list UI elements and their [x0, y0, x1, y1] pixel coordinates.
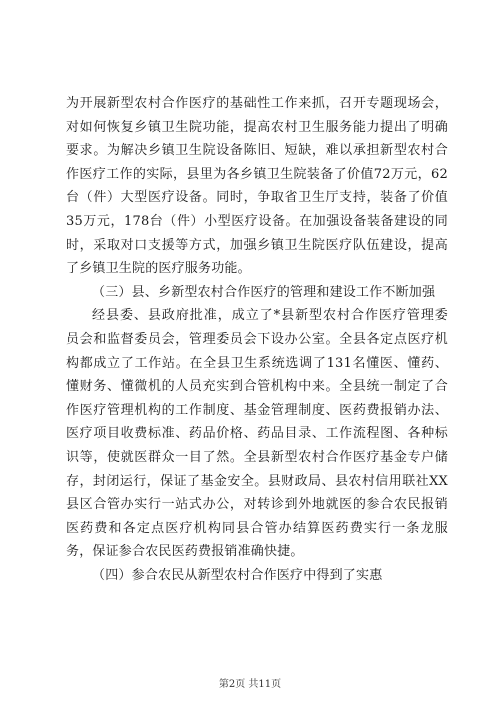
text-line: 识等，使就医群众一目了然。全县新型农村合作医疗基金专户储	[66, 449, 448, 465]
section-heading: （三）县、乡新型农村合作医疗的管理和建设工作不断加强	[92, 284, 436, 300]
text-line: 员会和监督委员会，管理委员会下设办公室。全县各定点医疗机	[66, 331, 448, 347]
text-line: 对如何恢复乡镇卫生院功能，提高农村卫生服务能力提出了明确	[66, 119, 448, 135]
page-footer: 第2页 共11页	[218, 679, 282, 690]
text-line: 医药费和各定点医疗机构同县合管办结算医药费实行一条龙服	[66, 520, 448, 536]
text-line: 35万元，178台（件）小型医疗设备。在加强设备装备建设的同	[66, 213, 448, 229]
text-line: 时，采取对口支援等方式，加强乡镇卫生院医疗队伍建设，提高	[66, 237, 448, 253]
text-line: 作医疗管理机构的工作制度、基金管理制度、医药费报销办法、	[66, 402, 448, 418]
body-text	[66, 92, 448, 587]
text-line: 台（件）大型医疗设备。同时，争取省卫生厅支持，装备了价值	[66, 190, 448, 206]
section-heading: （四）参合农民从新型农村合作医疗中得到了实惠	[92, 567, 383, 583]
text-line: 作医疗工作的实际，县里为各乡镇卫生院装备了价值72万元，62	[66, 166, 448, 182]
text-line: 务，保证参合农民医药费报销准确快捷。	[66, 544, 304, 560]
text-line: 医疗项目收费标准、药品价格、药品目录、工作流程图、各种标	[66, 426, 448, 442]
text-line: 要求。为解决乡镇卫生院设备陈旧、短缺，难以承担新型农村合	[66, 143, 448, 159]
text-line: 构都成立了工作站。在全县卫生系统选调了131名懂医、懂药、	[66, 355, 448, 371]
text-line: 懂财务、懂微机的人员充实到合管机构中来。全县统一制定了合	[66, 379, 448, 395]
text-line: 存，封闭运行，保证了基金安全。县财政局、县农村信用联社XX	[66, 473, 448, 489]
text-line: 经县委、县政府批准，成立了*县新型农村合作医疗管理委	[92, 308, 448, 324]
text-line: 县区合管办实行一站式办公，对转诊到外地就医的参合农民报销	[66, 497, 448, 513]
text-line: 了乡镇卫生院的医疗服务功能。	[66, 261, 251, 277]
text-line: 为开展新型农村合作医疗的基础性工作来抓，召开专题现场会，	[66, 96, 448, 111]
